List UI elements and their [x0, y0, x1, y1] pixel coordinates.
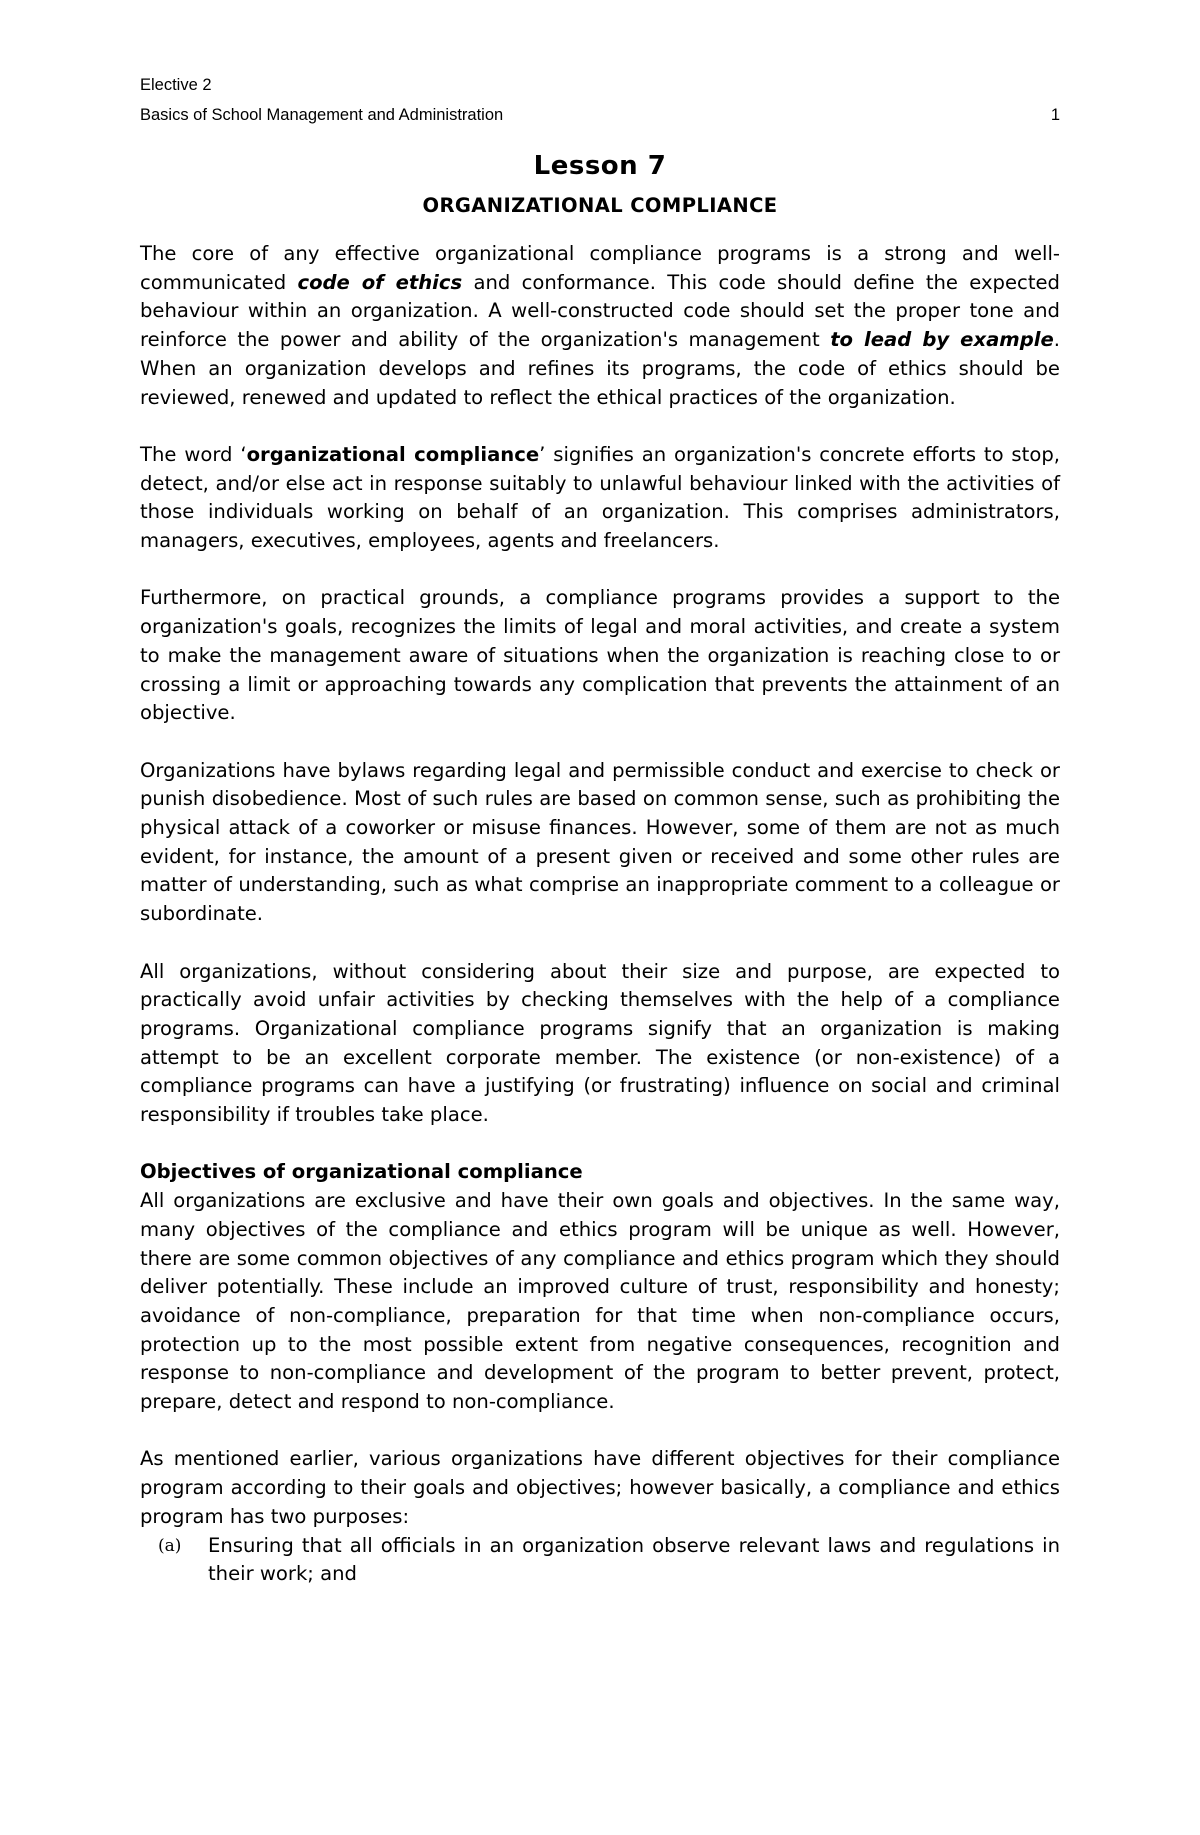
paragraph: Organizations have bylaws regarding legal and permissible conduct and exercise to check or punish disobedience. Most of such rules are based on common sense, such as prohibiting the physical attack of a coworker or misuse finances. However, some of them are not as much evident, for instance, the amount of a present given or received and some other rules are matter of understanding, such as what comprise an inappropriate comment to a colleague or subordinate. — [140, 758, 1060, 926]
section-heading: Objectives of organizational compliance — [140, 1160, 583, 1184]
paragraph: All organizations, without considering about their size and purpose, are expected to practically avoid unfair activities by checking themselves with the help of a compliance programs. Organizational compliance programs signify that an organization is making attempt to be an excellent corporate member. The existence (or non-existence) of a compliance programs can have a justifying (or frustrating) influence on social and criminal responsibility if troubles take place. — [140, 959, 1060, 1127]
paragraph: The core of any effective organizational compliance programs is a strong and well-communicated code of ethics and conformance. This code should define the expected behaviour within an organization. A well-constructed code should set the proper tone and reinforce the power and ability of the organization's management to lead by example. When an organization develops and refines its programs, the code of ethics should be reviewed, renewed and updated to reflect the ethical practices of the organization. — [140, 242, 1060, 409]
list-item — [140, 1532, 1060, 1589]
paragraph: Furthermore, on practical grounds, a compliance programs provides a support to the organization's goals, recognizes the limits of legal and moral activities, and create a system to make the management aware of situations when the organization is reaching close to or crossing a limit or approaching towards any complication that prevents the attainment of an objective. — [140, 586, 1060, 725]
paragraph: The word ‘organizational compliance’ signifies an organization's concrete efforts to stop, detect, and/or else act in response suitably to unlawful behaviour linked with the activities of those individuals working on behalf of an organization. This comprises administrators, managers, executives, employees, agents and freelancers. — [140, 442, 1060, 553]
page-header — [140, 70, 1060, 130]
course-subtitle: Basics of School Management and Administration — [140, 106, 504, 124]
emphasis-code-of-ethics: code of ethics — [297, 270, 463, 294]
list-marker: (a) — [158, 1535, 182, 1556]
lesson-subtitle: ORGANIZATIONAL COMPLIANCE — [422, 194, 778, 217]
emphasis-organizational-compliance: organizational compliance — [246, 442, 540, 466]
paragraph: As mentioned earlier, various organizations have different objectives for their compliance program according to their goals and objectives; however basically, a compliance and ethics program has two purposes: — [140, 1447, 1060, 1528]
emphasis-lead-by-example: to lead by example — [830, 328, 1054, 352]
paragraph: All organizations are exclusive and have their own goals and objectives. In the same way, many objectives of the compliance and ethics program will be unique as well. However, there are some common objectives of any compliance and ethics program which they should deliver potentially. These include an improved culture of trust, responsibility and honesty; avoidance of non-compliance, preparation for that time when non-compliance occurs, protection up to the most possible extent from negative consequences, recognition and response to non-compliance and development of the program to better prevent, protect, prepare, detect and respond to non-compliance. — [140, 1189, 1060, 1414]
course-label: Elective 2 — [140, 76, 212, 94]
page-number: 1 — [1050, 106, 1060, 124]
document-body — [140, 240, 1060, 1589]
list-item-text: Ensuring that all officials in an organization observe relevant laws and regulations in their work; and — [208, 1533, 1060, 1586]
lesson-titles — [140, 150, 1060, 220]
lesson-title: Lesson 7 — [533, 151, 667, 181]
